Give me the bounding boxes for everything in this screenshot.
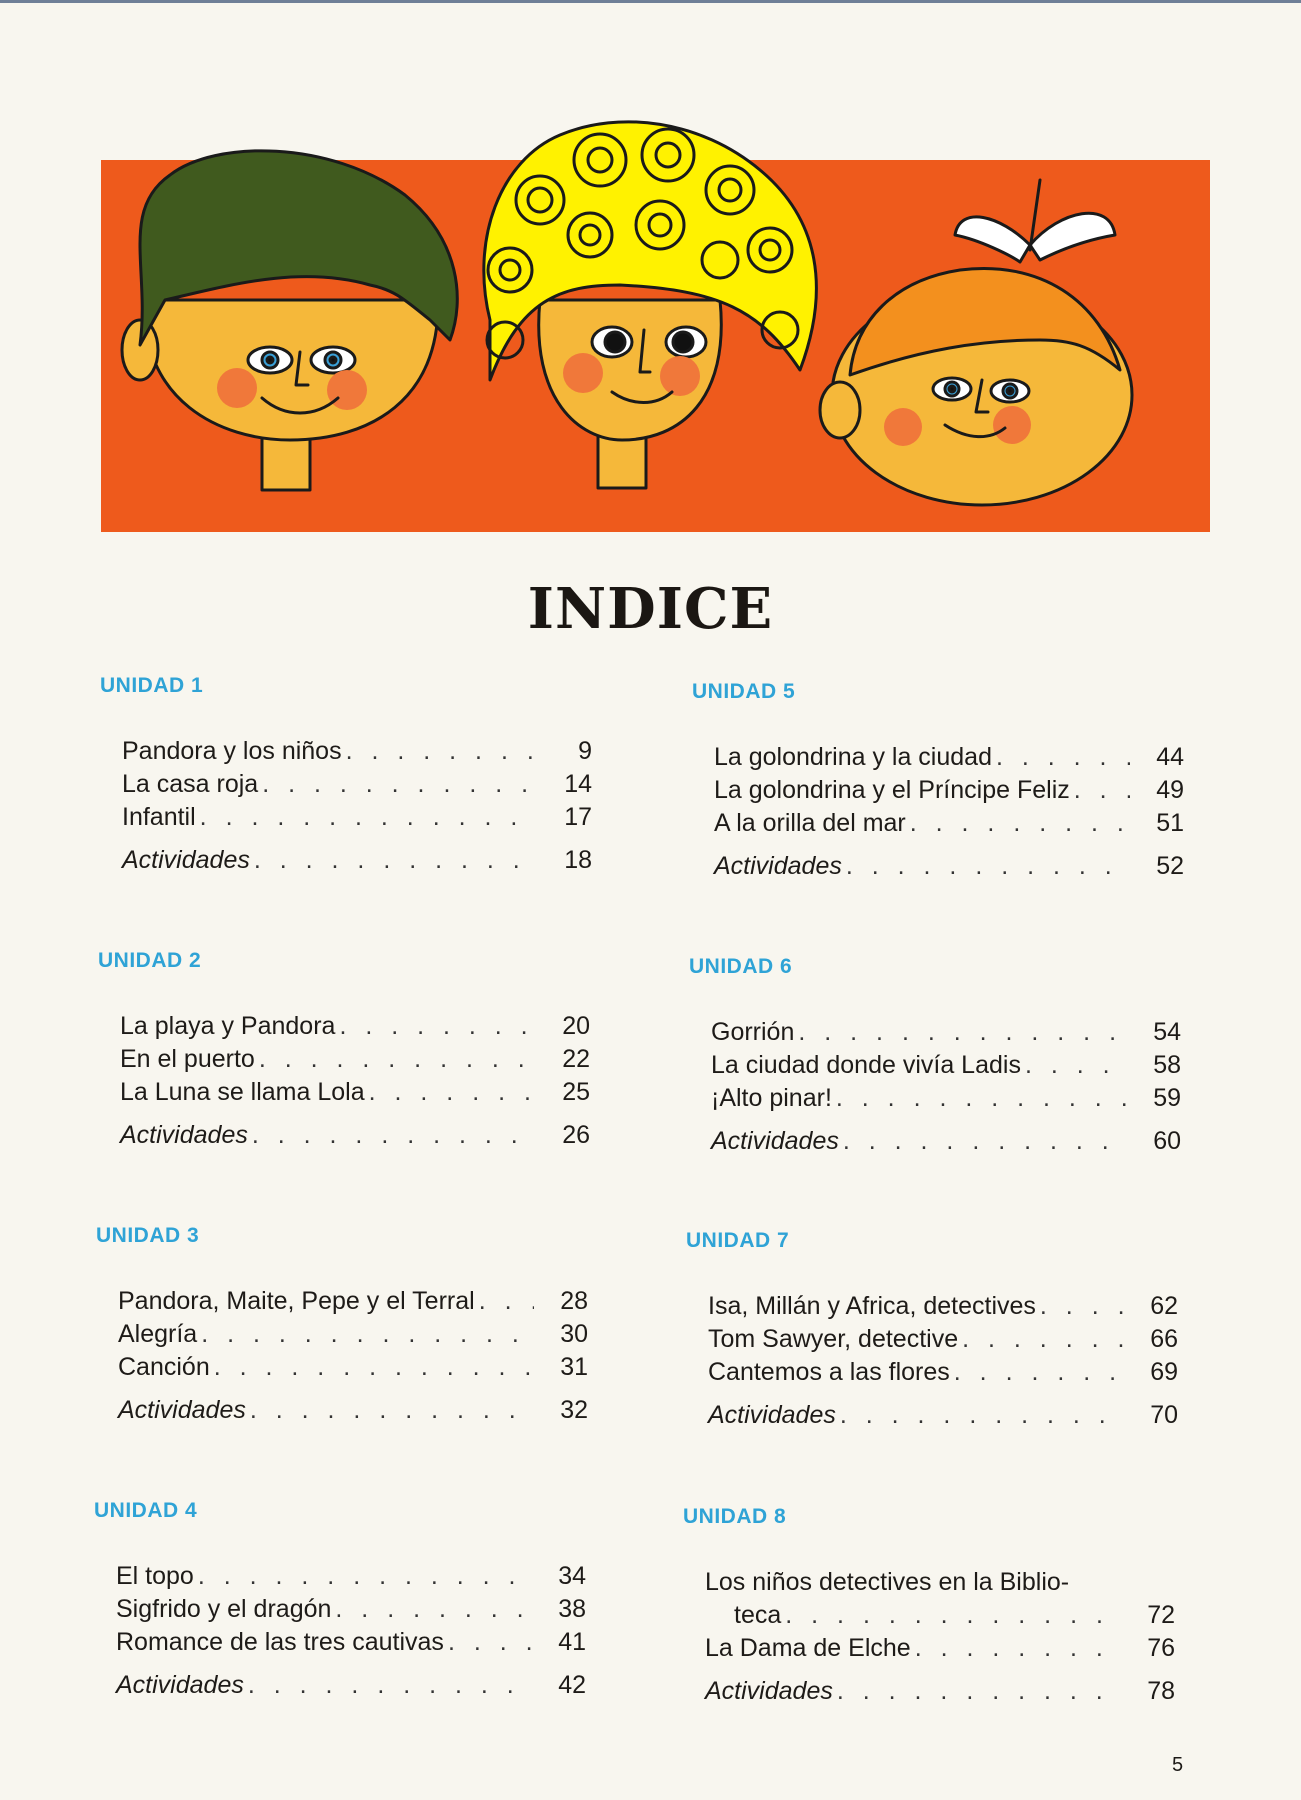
toc-entry-page: 26 [562, 1121, 590, 1149]
toc-entry-title: Canción [118, 1353, 210, 1381]
toc-entry[interactable] [711, 1124, 1181, 1158]
toc-entry-title: El topo [116, 1562, 194, 1590]
toc-entry-title: Pandora, Maite, Pepe y el Terral [118, 1287, 475, 1315]
dot-leader [339, 1009, 536, 1043]
toc-entry[interactable] [714, 806, 1184, 840]
unit-heading: UNIDAD 8 [683, 1505, 787, 1528]
dot-leader [248, 1668, 532, 1702]
children-faces-illustration [0, 95, 1301, 545]
dot-leader [335, 1592, 532, 1626]
toc-entry-page: 44 [1156, 743, 1184, 771]
dot-leader [962, 1322, 1124, 1356]
toc-entry-page: 42 [558, 1671, 586, 1699]
toc-entry-page: 25 [562, 1078, 590, 1106]
toc-entry[interactable] [118, 1350, 588, 1384]
toc-entry[interactable] [708, 1398, 1178, 1432]
toc-entry-page: 41 [558, 1628, 586, 1656]
toc-entry-page: 31 [560, 1353, 588, 1381]
dot-leader [201, 1317, 534, 1351]
toc-entry-page: 22 [562, 1045, 590, 1073]
toc-entry-title: Actividades [705, 1677, 833, 1705]
toc-entry-page: 58 [1153, 1051, 1181, 1079]
toc-entry-title: Actividades [116, 1671, 244, 1699]
unit-heading: UNIDAD 4 [94, 1499, 198, 1522]
toc-entry-title: Los niños detectives en la Biblio- [705, 1568, 1070, 1596]
unit-heading: UNIDAD 6 [689, 955, 793, 978]
dot-leader [843, 1124, 1127, 1158]
toc-entry[interactable] [705, 1565, 1175, 1599]
toc-entry[interactable] [116, 1668, 586, 1702]
dot-leader [836, 1081, 1127, 1115]
toc-entry[interactable] [116, 1625, 586, 1659]
toc-entry[interactable] [122, 734, 592, 768]
page-number: 5 [1172, 1754, 1184, 1776]
toc-entry-page: 78 [1147, 1677, 1175, 1705]
toc-entry-page: 9 [578, 737, 592, 765]
toc-entry-page: 52 [1156, 852, 1184, 880]
toc-entry[interactable] [714, 849, 1184, 883]
toc-entry[interactable] [708, 1322, 1178, 1356]
dot-leader [837, 1674, 1121, 1708]
toc-entry-page: 60 [1153, 1127, 1181, 1155]
toc-entry-title: Romance de las tres cautivas [116, 1628, 444, 1656]
toc-entry[interactable] [118, 1284, 588, 1318]
toc-entry-page: 59 [1153, 1084, 1181, 1112]
unit-heading: UNIDAD 3 [96, 1224, 200, 1247]
dot-leader [259, 1042, 536, 1076]
toc-entry-title: Actividades [714, 852, 842, 880]
toc-entry[interactable] [708, 1355, 1178, 1389]
dot-leader [254, 843, 538, 877]
toc-entry[interactable] [120, 1009, 590, 1043]
dot-leader [840, 1398, 1124, 1432]
dot-leader [846, 849, 1130, 883]
boy-face-left [122, 151, 457, 490]
toc-entry-title: A la orilla del mar [714, 809, 906, 837]
toc-entry[interactable] [711, 1048, 1181, 1082]
toc-entry-title: Pandora y los niños [122, 737, 342, 765]
toc-entry[interactable] [714, 773, 1184, 807]
toc-entry-title: Actividades [120, 1121, 248, 1149]
toc-entry-page: 49 [1156, 776, 1184, 804]
toc-entry-page: 20 [562, 1012, 590, 1040]
unit-heading: UNIDAD 7 [686, 1229, 790, 1252]
toc-entry[interactable] [711, 1015, 1181, 1049]
dot-leader [996, 740, 1130, 774]
toc-entry-page: 69 [1150, 1358, 1178, 1386]
page-top-edge [0, 0, 1301, 3]
dot-leader [252, 1118, 536, 1152]
toc-entry-title: Cantemos a las flores [708, 1358, 950, 1386]
toc-entry[interactable] [118, 1317, 588, 1351]
toc-entry-page: 38 [558, 1595, 586, 1623]
dot-leader [369, 1075, 536, 1109]
dot-leader [262, 767, 538, 801]
toc-entry-title: Actividades [118, 1396, 246, 1424]
toc-entry-page: 28 [560, 1287, 588, 1315]
toc-entry[interactable] [120, 1042, 590, 1076]
toc-entry-title: Alegría [118, 1320, 198, 1348]
toc-entry-page: 54 [1153, 1018, 1181, 1046]
toc-entry[interactable] [122, 767, 592, 801]
toc-entry[interactable] [120, 1118, 590, 1152]
toc-entry[interactable] [120, 1075, 590, 1109]
dot-leader [954, 1355, 1124, 1389]
toc-entry-page: 17 [564, 803, 592, 831]
toc-entry-title: Sigfrido y el dragón [116, 1595, 332, 1623]
toc-entry-page: 72 [1147, 1601, 1175, 1629]
dot-leader [1025, 1048, 1127, 1082]
toc-entry-title: teca [734, 1601, 782, 1629]
toc-entry-page: 70 [1150, 1401, 1178, 1429]
toc-entry-title: La ciudad donde vivía Ladis [711, 1051, 1021, 1079]
toc-entry[interactable] [705, 1631, 1175, 1665]
dot-leader [915, 1631, 1121, 1665]
girl-face-curly [484, 122, 817, 488]
toc-entry-page: 18 [564, 846, 592, 874]
toc-entry-page: 66 [1150, 1325, 1178, 1353]
toc-entry-page: 76 [1147, 1634, 1175, 1662]
toc-entry-title: ¡Alto pinar! [711, 1084, 832, 1112]
dot-leader [1074, 773, 1130, 807]
toc-entry[interactable] [705, 1598, 1175, 1632]
dot-leader [798, 1015, 1127, 1049]
dot-leader [479, 1284, 534, 1318]
toc-entry-title: Isa, Millán y Africa, detectives [708, 1292, 1036, 1320]
toc-entry-title: Gorrión [711, 1018, 795, 1046]
dot-leader [198, 1559, 532, 1593]
toc-entry-page: 30 [560, 1320, 588, 1348]
toc-entry[interactable] [118, 1393, 588, 1427]
dot-leader [250, 1393, 534, 1427]
toc-entry-title: La golondrina y la ciudad [714, 743, 992, 771]
toc-entry-title: La playa y Pandora [120, 1012, 336, 1040]
toc-entry-page: 51 [1156, 809, 1184, 837]
toc-entry-title: Actividades [122, 846, 250, 874]
toc-entry-title: Tom Sawyer, detective [708, 1325, 959, 1353]
unit-heading: UNIDAD 5 [692, 680, 796, 703]
dot-leader [346, 734, 538, 768]
dot-leader [214, 1350, 534, 1384]
toc-entry[interactable] [116, 1559, 586, 1593]
unit-heading: UNIDAD 2 [98, 949, 202, 972]
toc-entry-title: Infantil [122, 803, 196, 831]
toc-entry[interactable] [714, 740, 1184, 774]
toc-entry-page: 14 [564, 770, 592, 798]
unit-heading: UNIDAD 1 [100, 674, 204, 697]
toc-entry-title: Actividades [708, 1401, 836, 1429]
dot-leader [785, 1598, 1121, 1632]
toc-entry[interactable] [122, 800, 592, 834]
dot-leader [448, 1625, 532, 1659]
toc-entry-page: 32 [560, 1396, 588, 1424]
toc-entry-title: En el puerto [120, 1045, 255, 1073]
toc-entry[interactable] [711, 1081, 1181, 1115]
toc-entry[interactable] [116, 1592, 586, 1626]
toc-entry-title: La Dama de Elche [705, 1634, 911, 1662]
toc-entry-page: 34 [558, 1562, 586, 1590]
toc-entry[interactable] [705, 1674, 1175, 1708]
toc-entry-title: Actividades [711, 1127, 839, 1155]
dot-leader [910, 806, 1130, 840]
toc-entry-title: La casa roja [122, 770, 259, 798]
dot-leader [1040, 1289, 1124, 1323]
toc-entry-page: 62 [1150, 1292, 1178, 1320]
dot-leader [200, 800, 538, 834]
toc-entry-title: La golondrina y el Príncipe Feliz [714, 776, 1070, 804]
girl-face-bow [820, 180, 1132, 505]
toc-entry-title: La Luna se llama Lola [120, 1078, 365, 1106]
toc-entry[interactable] [122, 843, 592, 877]
page-title: INDICE [527, 576, 774, 642]
toc-entry[interactable] [708, 1289, 1178, 1323]
